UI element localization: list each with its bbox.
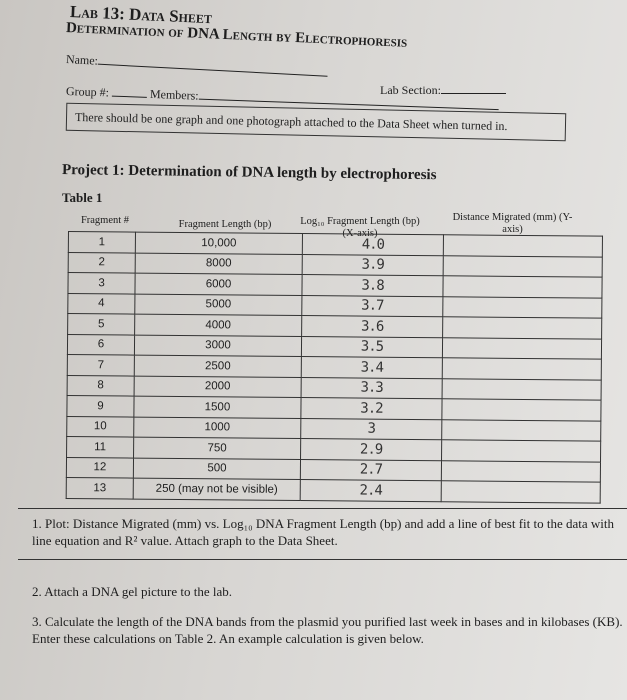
table-title: Table 1: [62, 190, 103, 205]
log-length-cell[interactable]: 3.7: [302, 295, 443, 317]
log-length-cell[interactable]: 2.7: [300, 459, 441, 481]
distance-cell[interactable]: [443, 296, 602, 318]
distance-cell[interactable]: [443, 317, 602, 339]
distance-cell[interactable]: [442, 440, 601, 462]
col-header-distance: Distance Migrated (mm) (Y-axis): [452, 212, 573, 235]
distance-cell[interactable]: [442, 419, 601, 441]
fragment-length-cell: 1000: [134, 417, 301, 439]
data-table: [66, 231, 603, 503]
log-length-cell[interactable]: 3: [301, 418, 442, 440]
fragment-length-cell: 250 (may not be visible): [133, 478, 300, 500]
fragment-number-cell: 7: [67, 354, 134, 375]
fragment-number-cell: 13: [66, 477, 133, 498]
fragment-number-cell: 5: [68, 314, 135, 335]
log-length-cell[interactable]: 3.2: [301, 398, 442, 420]
group-label: Group #:: [65, 84, 110, 100]
distance-cell[interactable]: [442, 378, 601, 400]
col-header-fragment: Fragment #: [80, 215, 130, 226]
log-length-cell[interactable]: 3.6: [302, 316, 443, 338]
fragment-number-cell: 11: [67, 436, 134, 457]
distance-cell[interactable]: [442, 399, 601, 421]
fragment-length-cell: 2500: [134, 355, 301, 377]
fragment-length-cell: 10,000: [135, 232, 302, 254]
fragment-number-cell: 4: [68, 293, 135, 314]
fragment-length-cell: 750: [134, 437, 301, 459]
fragment-number-cell: 1: [68, 232, 135, 253]
distance-cell[interactable]: [443, 276, 602, 298]
distance-cell[interactable]: [443, 235, 602, 257]
fragment-length-cell: 3000: [134, 335, 301, 357]
fragment-length-cell: 2000: [134, 376, 301, 398]
project-title: Project 1: Determination of DNA length by electrophoresis: [61, 162, 437, 184]
fragment-length-cell: 500: [133, 458, 300, 480]
log-length-cell[interactable]: 3.8: [302, 275, 443, 297]
question-3: 3. Calculate the length of the DNA bands from the plasmid you purified last week in bases and in kilobases (KB). Enter these calculations on Table 2. An example calculation is given below.: [32, 614, 623, 646]
fragment-number-cell: 10: [67, 416, 134, 437]
log-length-cell[interactable]: 2.4: [300, 480, 441, 502]
log-length-cell[interactable]: 3.4: [301, 357, 442, 379]
distance-cell[interactable]: [441, 460, 600, 482]
distance-cell[interactable]: [441, 481, 600, 503]
log-length-cell[interactable]: 4.0: [302, 234, 443, 256]
question-1: 1. Plot: Distance Migrated (mm) vs. Log₁₀ DNA Fragment Length (bp) and add a line of best fit to the data with line equation and R² value. Attach graph to the Data Sheet.: [32, 516, 615, 548]
fragment-number-cell: 2: [68, 252, 135, 273]
fragment-length-cell: 5000: [135, 294, 302, 316]
table-row: [66, 477, 600, 502]
distance-cell[interactable]: [443, 255, 602, 277]
fragment-number-cell: 9: [67, 395, 134, 416]
fragment-number-cell: 12: [66, 457, 133, 478]
lab-title: Lab 13: Data Sheet: [69, 2, 213, 28]
log-length-cell[interactable]: 3.9: [302, 254, 443, 276]
notice-box: There should be one graph and one photograph attached to the Data Sheet when turned in.: [66, 103, 566, 141]
col-header-length: Fragment Length (bp): [178, 219, 272, 230]
question-2: 2. Attach a DNA gel picture to the lab.: [32, 584, 233, 599]
log-length-cell[interactable]: 3.5: [301, 336, 442, 358]
fragment-number-cell: 6: [67, 334, 134, 355]
name-field[interactable]: [66, 52, 328, 81]
log-length-cell[interactable]: 2.9: [301, 439, 442, 461]
col-header-log: Log₁₀ Fragment Length (bp) (X-axis): [300, 216, 420, 239]
fragment-length-cell: 6000: [135, 273, 302, 295]
distance-cell[interactable]: [442, 358, 601, 380]
lab-subtitle: Determination of DNA Length by Electrophoresis: [65, 20, 408, 51]
fragment-number-cell: 3: [68, 273, 135, 294]
lab-section-label: Lab Section:: [380, 83, 441, 97]
distance-cell[interactable]: [442, 337, 601, 359]
fragment-length-cell: 8000: [135, 253, 302, 275]
members-label: Members:: [149, 86, 199, 103]
log-length-cell[interactable]: 3.3: [301, 377, 442, 399]
fragment-number-cell: 8: [67, 375, 134, 396]
name-label: Name:: [65, 52, 99, 68]
fragment-length-cell: 4000: [135, 314, 302, 336]
fragment-length-cell: 1500: [134, 396, 301, 418]
